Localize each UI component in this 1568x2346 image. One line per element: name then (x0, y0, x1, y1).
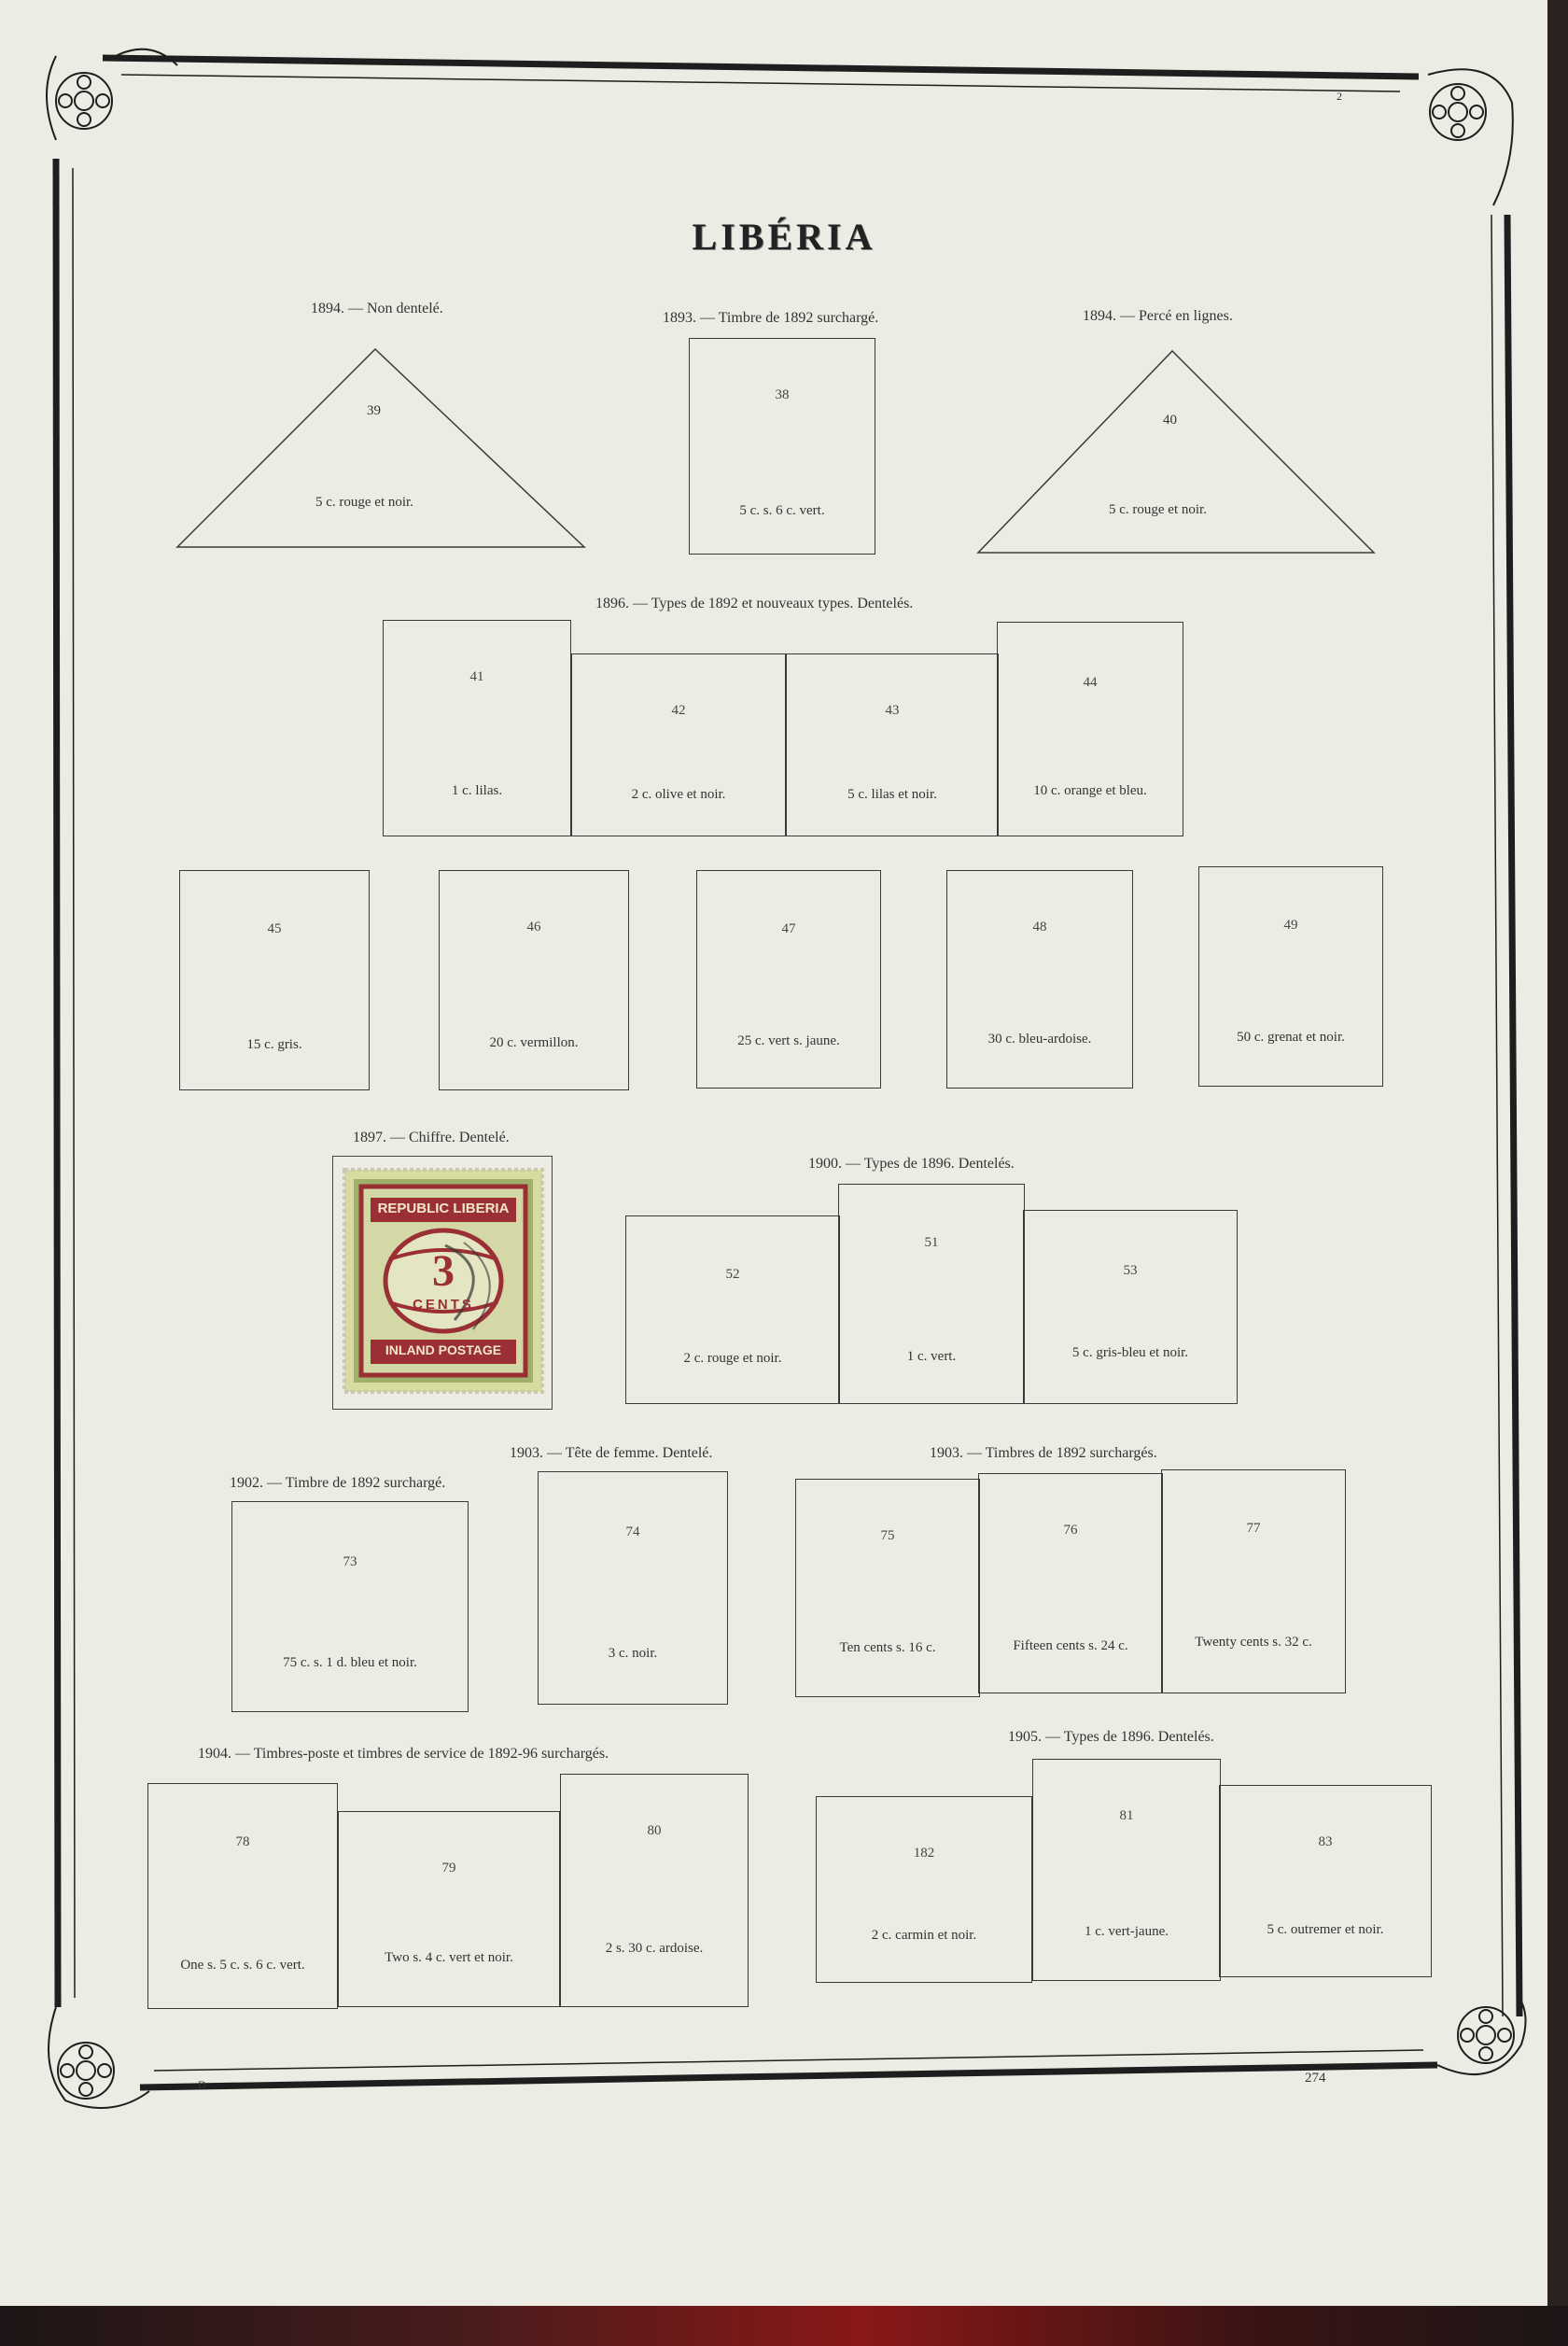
space-number: 40 (1163, 413, 1177, 428)
page-title: LIBÉRIA (692, 216, 876, 258)
stamp-space (1198, 866, 1383, 1087)
space-number: 76 (1063, 1523, 1078, 1538)
space-number: 48 (1032, 920, 1047, 934)
stamp-value: 3 (432, 1246, 455, 1296)
space-label: Fifteen cents s. 24 c. (1013, 1638, 1128, 1653)
space-label: Ten cents s. 16 c. (839, 1640, 936, 1655)
space-number: 81 (1119, 1808, 1134, 1823)
space-number: 77 (1246, 1521, 1261, 1536)
space-number: 182 (913, 1846, 935, 1861)
space-number: 74 (625, 1524, 640, 1539)
space-number: 47 (781, 921, 796, 936)
space-number: 75 (880, 1528, 895, 1543)
section-caption: 1896. — Types de 1892 et nouveaux types. Dentelés. (595, 596, 914, 611)
space-label: 2 c. carmin et noir. (871, 1928, 977, 1943)
space-label: 5 c. lilas et noir. (847, 787, 937, 802)
space-label: 2 s. 30 c. ardoise. (605, 1941, 704, 1956)
corner-rosette-top-left (47, 49, 177, 140)
triangle-space-39 (174, 345, 588, 553)
space-number: 51 (924, 1235, 939, 1250)
section-caption: 1900. — Types de 1896. Dentelés. (808, 1156, 1015, 1172)
stamp-space (997, 622, 1183, 836)
space-number: 53 (1123, 1263, 1138, 1278)
stamp-middle-text: CENTS (413, 1297, 474, 1313)
section-caption: 1897. — Chiffre. Dentelé. (353, 1130, 510, 1145)
stamp-space (439, 870, 629, 1090)
space-number: 46 (526, 920, 541, 934)
stamp-space (816, 1796, 1032, 1983)
space-label: 5 c. rouge et noir. (1109, 502, 1207, 517)
section-caption: 1894. — Percé en lignes. (1083, 308, 1233, 324)
space-number: 80 (647, 1823, 662, 1838)
stamp-space (1161, 1469, 1346, 1693)
space-number: 38 (775, 387, 790, 402)
section-caption: 1903. — Timbres de 1892 surchargés. (930, 1445, 1157, 1461)
space-number: 79 (441, 1861, 456, 1875)
space-number: 73 (343, 1554, 357, 1569)
stamp-space (689, 338, 875, 555)
stamp-space (231, 1501, 469, 1712)
space-label: 1 c. vert. (906, 1349, 957, 1364)
space-label: 3 c. noir. (608, 1646, 658, 1661)
stamp-space (1023, 1210, 1238, 1404)
space-number: 78 (235, 1834, 250, 1849)
page-number: 274 (1305, 2071, 1326, 2086)
stamp-space (696, 870, 881, 1089)
space-label: 5 c. s. 6 c. vert. (739, 503, 825, 518)
stamp-space (795, 1479, 980, 1697)
stamp-space (560, 1774, 749, 2007)
space-number: 44 (1083, 675, 1098, 690)
stamp-space (1032, 1759, 1221, 1981)
stamp-space (383, 620, 571, 836)
space-label: 5 c. outremer et noir. (1267, 1922, 1384, 1937)
space-number: 43 (885, 703, 900, 718)
section-caption: 1893. — Timbre de 1892 surchargé. (663, 310, 879, 326)
stamp-space (1219, 1785, 1432, 1977)
stamp-top-text: REPUBLIC LIBERIA (377, 1201, 510, 1216)
space-number: 45 (267, 921, 282, 936)
corner-rosette-bottom-right (1437, 1998, 1526, 2074)
space-number: 39 (367, 403, 381, 418)
stamp-space (786, 653, 999, 836)
stamp-space (538, 1471, 728, 1705)
space-label: 25 c. vert s. jaune. (737, 1033, 840, 1048)
stamp-space (625, 1215, 840, 1404)
corner-mark-top: 2 (1337, 90, 1342, 103)
corner-mark-bottom: D (198, 2078, 206, 2091)
space-label: 20 c. vermillon. (489, 1035, 579, 1050)
space-label: 75 c. s. 1 d. bleu et noir. (283, 1655, 417, 1670)
section-caption: 1894. — Non dentelé. (311, 301, 443, 316)
space-label: 10 c. orange et bleu. (1033, 783, 1147, 798)
space-label: Two s. 4 c. vert et noir. (385, 1950, 513, 1965)
stamp-bottom-text: INLAND POSTAGE (385, 1342, 502, 1357)
stamp-space (571, 653, 786, 836)
space-label: 5 c. gris-bleu et noir. (1071, 1345, 1189, 1360)
section-caption: 1905. — Types de 1896. Dentelés. (1008, 1729, 1214, 1745)
space-number: 49 (1283, 918, 1298, 933)
space-label: 1 c. lilas. (451, 783, 503, 798)
mounted-stamp (332, 1156, 553, 1410)
space-label: 2 c. olive et noir. (631, 787, 726, 802)
space-number: 41 (469, 669, 484, 684)
section-caption: 1903. — Tête de femme. Dentelé. (510, 1445, 713, 1461)
stamp-space (147, 1783, 338, 2009)
space-label: 30 c. bleu-ardoise. (987, 1032, 1092, 1047)
corner-rosette-bottom-left (49, 2007, 149, 2108)
section-caption: 1904. — Timbres-poste et timbres de service de 1892-96 surchargés. (198, 1746, 609, 1762)
section-caption: 1902. — Timbre de 1892 surchargé. (230, 1475, 446, 1491)
stamp-space (838, 1184, 1025, 1404)
stamp-space (946, 870, 1133, 1089)
space-number: 52 (725, 1267, 740, 1282)
space-number: 83 (1318, 1834, 1333, 1849)
stamp-space (179, 870, 370, 1090)
space-label: 15 c. gris. (246, 1037, 302, 1052)
space-label: 1 c. vert-jaune. (1085, 1924, 1169, 1939)
space-label: Twenty cents s. 32 c. (1195, 1635, 1312, 1650)
corner-rosette-top-right (1428, 69, 1513, 205)
space-label: 2 c. rouge et noir. (683, 1351, 782, 1366)
space-label: One s. 5 c. s. 6 c. vert. (180, 1958, 305, 1973)
space-label: 5 c. rouge et noir. (315, 495, 413, 510)
space-label: 50 c. grenat et noir. (1237, 1030, 1345, 1045)
space-number: 42 (671, 703, 686, 718)
triangle-space-40 (974, 347, 1378, 556)
stamp-space (338, 1811, 560, 2007)
stamp-space (978, 1473, 1163, 1693)
